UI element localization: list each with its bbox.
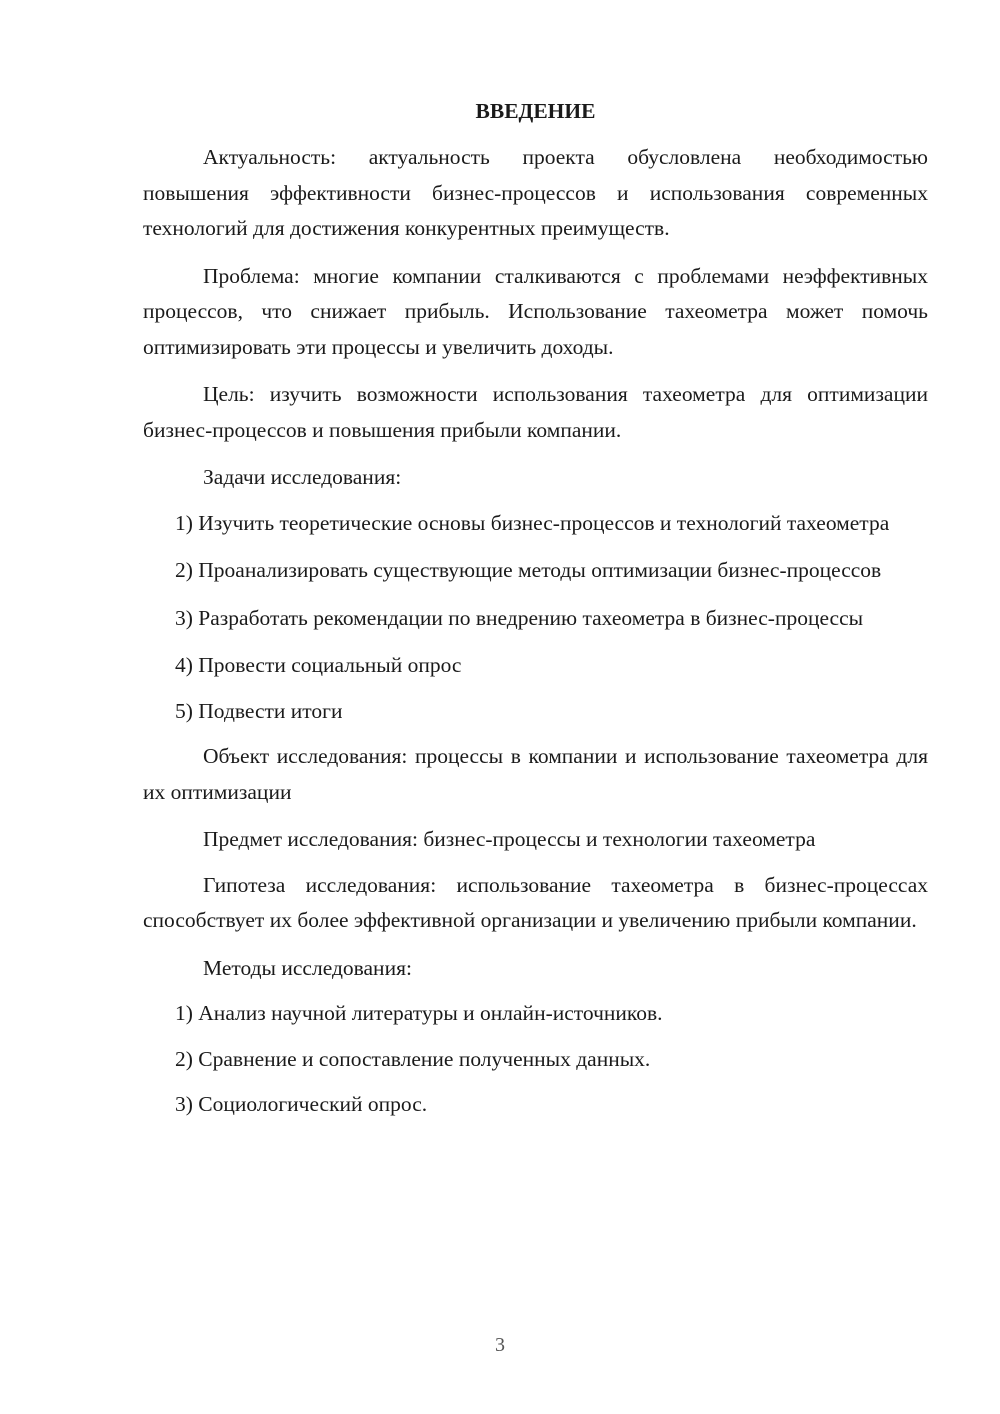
- task-item: 1) Изучить теоретические основы бизнес-процессов и технологий тахеометра: [175, 510, 890, 535]
- section-title: ВВЕДЕНИЕ: [475, 99, 596, 123]
- method-item: 3) Социологический опрос.: [175, 1092, 428, 1116]
- subject-paragraph: Предмет исследования: бизнес-процессы и технологии тахеометра: [203, 827, 816, 851]
- task-item: 5) Подвести итоги: [175, 698, 343, 723]
- task-item: 4) Провести социальный опрос: [175, 653, 462, 677]
- task-item: 2) Проанализировать существующие методы оптимизации бизнес-процессов: [175, 558, 882, 582]
- relevance-paragraph: Актуальность: актуальность проекта обусловлена необходимостью повышения эффективности бизнес-процессов и использования современных технологий для достижения конкурентных преимуществ.: [143, 145, 928, 240]
- object-paragraph: Объект исследования: процессы в компании и использование тахеометра для их оптимизации: [143, 744, 928, 804]
- task-item: 3) Разработать рекомендации по внедрению тахеометра в бизнес-процессы: [175, 605, 864, 630]
- methods-heading: Методы исследования:: [203, 955, 412, 980]
- hypothesis-paragraph: Гипотеза исследования: использование тахеометра в бизнес-процессах способствует их более эффективной организации и увеличению прибыли компании.: [143, 872, 928, 932]
- page-content: [143, 94, 928, 1133]
- goal-paragraph: Цель: изучить возможности использования тахеометра для оптимизации бизнес-процессов и повышения прибыли компании.: [143, 382, 928, 442]
- method-item: 1) Анализ научной литературы и онлайн-источников.: [175, 1001, 663, 1025]
- problem-paragraph: Проблема: многие компании сталкиваются с проблемами неэффективных процессов, что снижает прибыль. Использование тахеометра может помочь оптимизировать эти процессы и увеличить доходы.: [143, 263, 928, 359]
- method-item: 2) Сравнение и сопоставление полученных данных.: [175, 1046, 651, 1071]
- tasks-heading: Задачи исследования:: [203, 465, 402, 489]
- page-number: 3: [495, 1334, 505, 1356]
